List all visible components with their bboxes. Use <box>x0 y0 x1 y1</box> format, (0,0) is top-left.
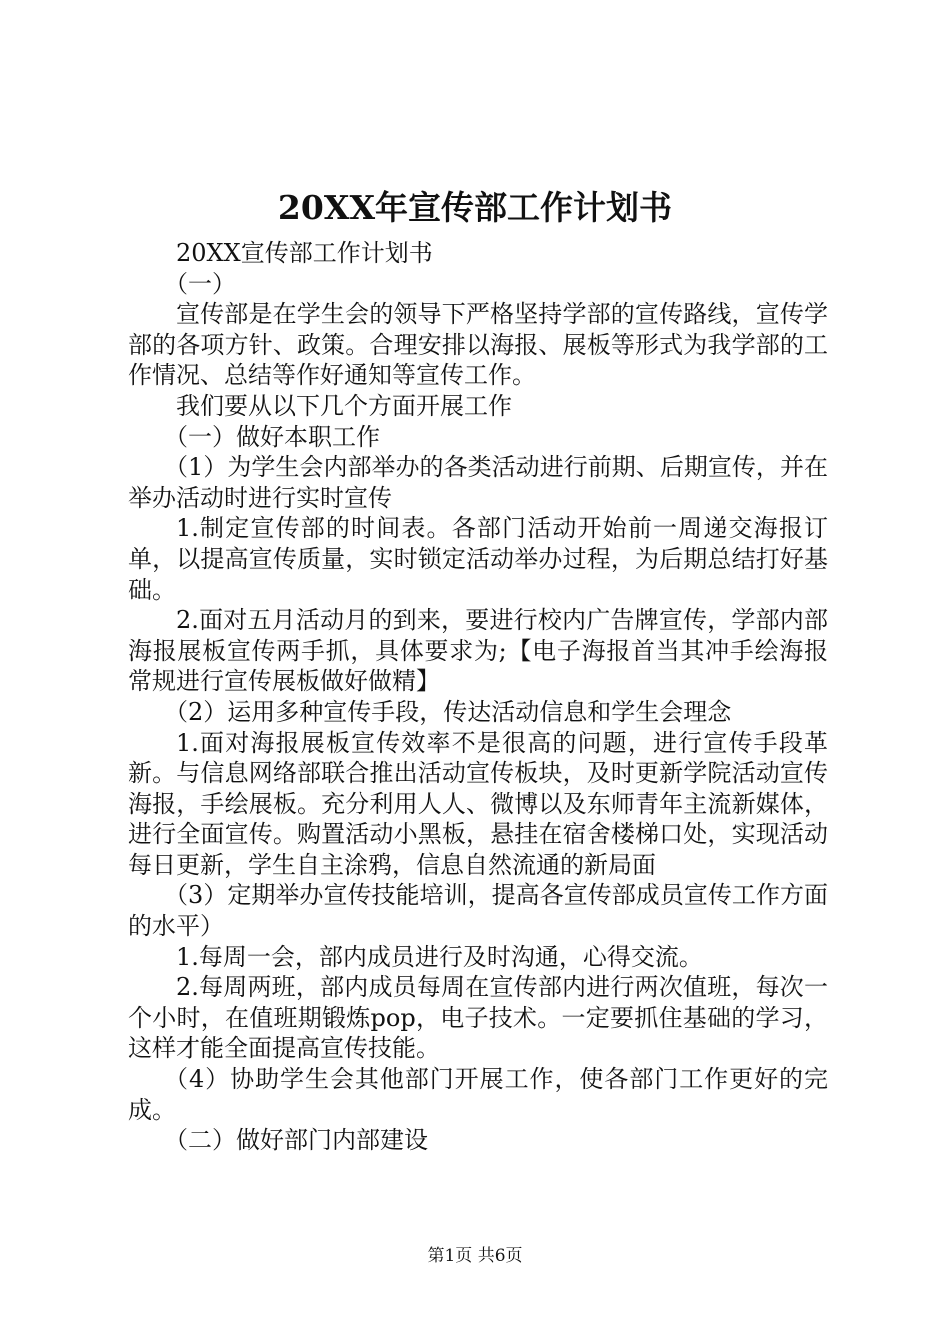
paragraph-item-1: （1）为学生会内部举办的各类活动进行前期、后期宣传，并在举办活动时进行实时宣传 <box>128 453 828 512</box>
paragraph-intro: 宣传部是在学生会的领导下严格坚持学部的宣传路线，宣传学部的各项方针、政策。合理安排以海报、展板等形式为我学部的工作情况、总结等作好通知等宣传工作。 <box>128 300 828 390</box>
paragraph-may-month: 2.面对五月活动月的到来，要进行校内广告牌宣传，学部内部海报展板宣传两手抓，具体要求为;【电子海报首当其冲手绘海报常规进行宣传展板做好做精】 <box>128 606 828 696</box>
paragraph-timetable: 1.制定宣传部的时间表。各部门活动开始前一周递交海报订单，以提高宣传质量，实时锁定活动举办过程，为后期总结打好基础。 <box>128 514 828 604</box>
heading-internal-building: （二）做好部门内部建设 <box>164 1126 428 1155</box>
heading-duty-work: （一）做好本职工作 <box>164 422 380 451</box>
paragraph-innovation: 1.面对海报展板宣传效率不是很高的问题，进行宣传手段革新。与信息网络部联合推出活动宣传板块，及时更新学院活动宣传海报，手绘展板。充分利用人人、微博以及东师青年主流新媒体，进行全面宣传。购置活动小黑板，悬挂在宿舍楼梯口处，实现活动每日更新，学生自主涂鸦，信息自然流通的新局面 <box>128 728 828 879</box>
paragraph-section-one: （一） <box>164 269 236 298</box>
document-body <box>128 238 828 1156</box>
paragraph-weekly-meeting: 1.每周一会，部内成员进行及时沟通，心得交流。 <box>176 942 703 971</box>
paragraph-item-4: （4）协助学生会其他部门开展工作，使各部门工作更好的完成。 <box>128 1065 828 1124</box>
document-title: 20XX年宣传部工作计划书 <box>277 188 673 227</box>
page-footer: 第1页 共6页 <box>427 1246 523 1266</box>
paragraph-subtitle: 20XX宣传部工作计划书 <box>176 239 433 267</box>
paragraph-item-2: （2）运用多种宣传手段，传达活动信息和学生会理念 <box>164 697 732 726</box>
paragraph-item-3: （3）定期举办宣传技能培训，提高各宣传部成员宣传工作方面的水平） <box>128 881 828 941</box>
paragraph-weekly-shifts: 2.每周两班，部内成员每周在宣传部内进行两次值班，每次一个小时，在值班期锻炼pop，电子技术。一定要抓住基础的学习，这样才能全面提高宣传技能。 <box>128 973 828 1063</box>
paragraph-aspects: 我们要从以下几个方面开展工作 <box>176 391 512 420</box>
